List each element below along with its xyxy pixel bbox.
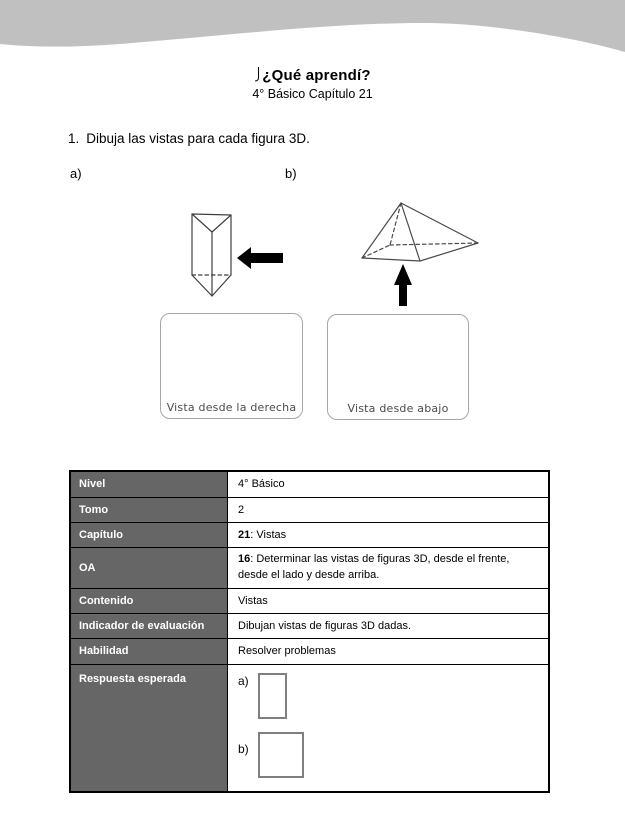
text-cursor-icon <box>254 66 261 82</box>
table-row-oa <box>70 547 549 588</box>
row-label-oa: OA <box>70 547 228 588</box>
part-a-label: a) <box>70 166 82 181</box>
row-label-tomo: Tomo <box>70 497 228 522</box>
row-value-capitulo: 21: Vistas <box>228 522 550 547</box>
row-label-nivel: Nivel <box>70 471 228 497</box>
table-row-contenido <box>70 588 549 613</box>
exercise-prompt <box>68 131 310 146</box>
table-row-tomo <box>70 497 549 522</box>
row-value-respuesta <box>228 664 550 792</box>
exercise-prompt-text: Dibuja las vistas para cada figura 3D. <box>86 131 310 146</box>
drawing-box-bottom-view-caption: Vista desde abajo <box>347 402 449 415</box>
answer-b-square <box>258 732 304 778</box>
row-value-habilidad: Resolver problemas <box>228 638 550 664</box>
drawing-box-right-view <box>160 313 303 419</box>
page-header <box>0 66 625 101</box>
drawing-box-bottom-view <box>327 314 469 420</box>
row-value-contenido: Vistas <box>228 588 550 613</box>
square-pyramid-figure <box>340 195 490 310</box>
table-row-indicador <box>70 613 549 638</box>
page-title <box>0 66 625 84</box>
table-row-capitulo <box>70 522 549 547</box>
row-value-indicador: Dibujan vistas de figuras 3D dadas. <box>228 613 550 638</box>
row-label-contenido: Contenido <box>70 588 228 613</box>
table-row-respuesta <box>70 664 549 792</box>
row-label-indicador: Indicador de evaluación <box>70 613 228 638</box>
row-label-habilidad: Habilidad <box>70 638 228 664</box>
page-title-text: ¿Qué aprendí? <box>262 67 371 84</box>
part-b-label: b) <box>285 166 297 181</box>
triangular-prism-figure <box>180 205 290 305</box>
row-label-respuesta: Respuesta esperada <box>70 664 228 792</box>
drawing-box-right-view-caption: Vista desde la derecha <box>166 401 297 414</box>
row-value-tomo: 2 <box>228 497 550 522</box>
table-row-nivel <box>70 471 549 497</box>
header-wave-decoration <box>0 0 625 70</box>
answer-a-rectangle <box>258 673 287 719</box>
row-value-nivel: 4° Básico <box>228 471 550 497</box>
table-row-habilidad <box>70 638 549 664</box>
up-arrow-icon <box>394 264 412 306</box>
left-arrow-icon <box>237 247 283 269</box>
answer-b-label: b) <box>238 741 249 756</box>
lesson-info-table <box>69 470 550 793</box>
page-subtitle: 4° Básico Capítulo 21 <box>252 87 373 101</box>
row-value-oa: 16: Determinar las vistas de figuras 3D, desde el frente, desde el lado y desde arriba. <box>228 547 550 588</box>
exercise-number: 1. <box>68 131 80 146</box>
row-label-capitulo: Capítulo <box>70 522 228 547</box>
answer-a-label: a) <box>238 673 249 688</box>
